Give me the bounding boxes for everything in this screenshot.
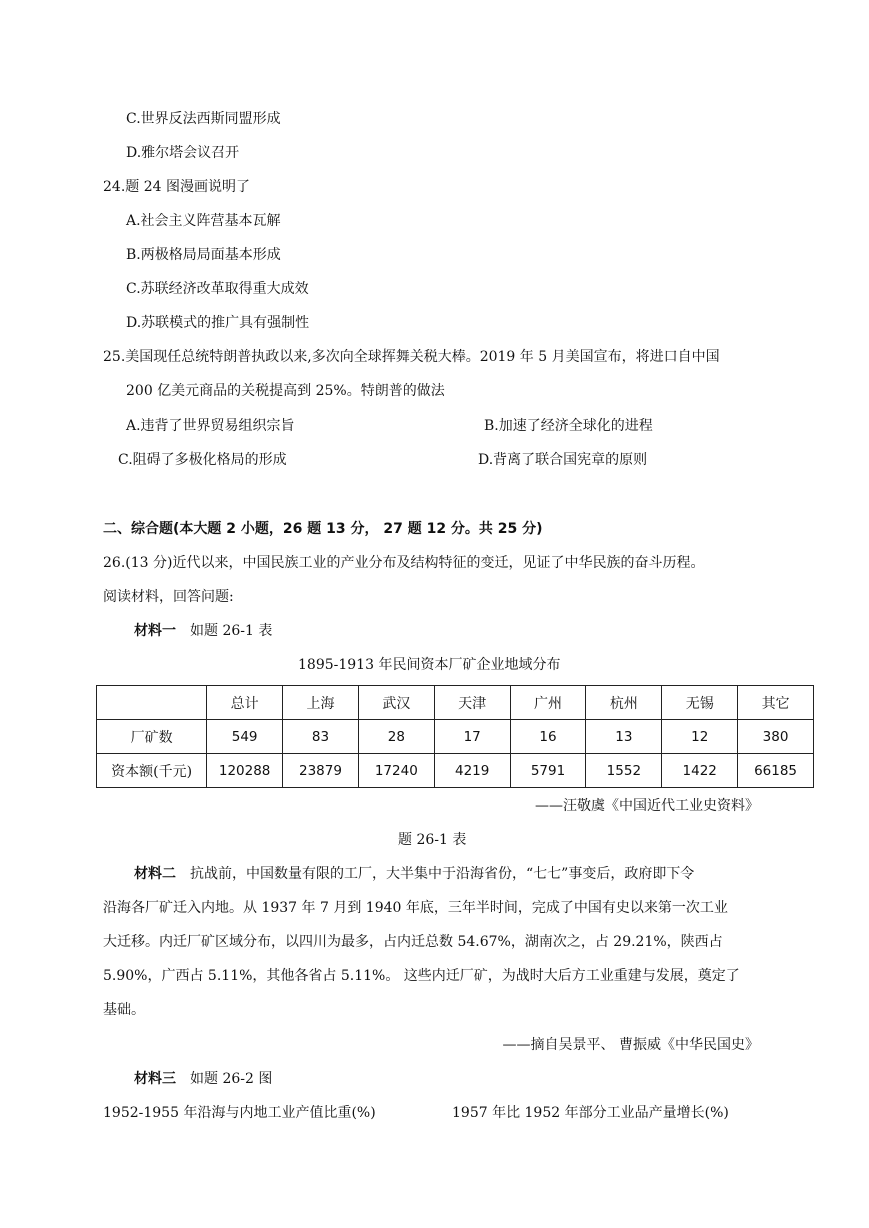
- material2-line5: 基础。: [103, 1002, 145, 1018]
- q25-option-b: B.加速了经济全球化的进程: [484, 418, 653, 434]
- table-cell: 16: [510, 720, 586, 754]
- table-source: ——汪敬虞《中国近代工业史资料》: [535, 798, 759, 814]
- material1-heading: [134, 621, 272, 641]
- table-cell: 1422: [662, 754, 738, 788]
- material1-label: 材料一: [134, 623, 176, 639]
- q26-stem-line2: 阅读材料，回答问题:: [103, 589, 234, 605]
- material3-heading: [134, 1069, 272, 1089]
- table-header-cell: 武汉: [358, 686, 434, 720]
- chart2-title: 1957 年比 1952 年部分工业品产量增长(%): [452, 1105, 729, 1121]
- material2-label: 材料二: [134, 866, 176, 882]
- table-row: [97, 720, 814, 754]
- table-cell: 83: [283, 720, 359, 754]
- table-cell: 23879: [283, 754, 359, 788]
- q23-option-c: C.世界反法西斯同盟形成: [126, 111, 281, 127]
- q25-option-c: C.阻碍了多极化格局的形成: [118, 452, 287, 468]
- q25-option-a: A.违背了世界贸易组织宗旨: [126, 418, 295, 434]
- material1-ref: 如题 26-1 表: [190, 623, 273, 639]
- table-cell: 1552: [586, 754, 662, 788]
- table-cell: 120288: [207, 754, 283, 788]
- material2-text: 抗战前，中国数量有限的工厂，大半集中于沿海省份，“七七”事变后，政府即下令: [190, 866, 695, 882]
- table-header-cell: 无锡: [662, 686, 738, 720]
- table-title: 1895-1913 年民间资本厂矿企业地域分布: [298, 657, 561, 673]
- table-cell: 4219: [434, 754, 510, 788]
- table-cell: 28: [358, 720, 434, 754]
- table-header-row: [97, 686, 814, 720]
- material2-line2: 沿海各厂矿迁入内地。从 1937 年 7 月到 1940 年底，三年半时间，完成了中国有史以来第一次工业: [103, 900, 728, 916]
- material3-ref: 如题 26-2 图: [190, 1071, 273, 1087]
- table-header-cell: 总计: [207, 686, 283, 720]
- q24-option-b: B.两极格局局面基本形成: [126, 247, 281, 263]
- section2-heading: 二、综合题(本大题 2 小题，26 题 13 分， 27 题 12 分。共 25 分): [103, 521, 543, 537]
- q24-option-a: A.社会主义阵营基本瓦解: [126, 213, 281, 229]
- table-header-cell: 其它: [738, 686, 814, 720]
- table-header-cell: 上海: [283, 686, 359, 720]
- table-cell: 5791: [510, 754, 586, 788]
- q25-option-d: D.背离了联合国宪章的原则: [478, 452, 648, 468]
- table-row-label: 资本额(千元): [97, 754, 207, 788]
- table-caption: 题 26-1 表: [398, 832, 467, 848]
- table-cell: 380: [738, 720, 814, 754]
- material2-line4: 5.90%，广西占 5.11%，其他各省占 5.11%。 这些内迁厂矿，为战时大后方工业重建与发展，奠定了: [103, 968, 740, 984]
- table-cell: 66185: [738, 754, 814, 788]
- material2-line1: [134, 864, 694, 884]
- material3-label: 材料三: [134, 1071, 176, 1087]
- table-cell: 12: [662, 720, 738, 754]
- table-row: [97, 754, 814, 788]
- material2-source: ——摘自吴景平、 曹振威《中华民国史》: [502, 1037, 759, 1053]
- table-row-label: 厂矿数: [97, 720, 207, 754]
- table-header-cell: 天津: [434, 686, 510, 720]
- table-cell: 17: [434, 720, 510, 754]
- chart1-title: 1952-1955 年沿海与内地工业产值比重(%): [103, 1105, 376, 1121]
- q25-stem-line1: 25.美国现任总统特朗普执政以来,多次向全球挥舞关税大棒。2019 年 5 月美国宣布，将进口自中国: [103, 349, 720, 365]
- table-header-cell: 杭州: [586, 686, 662, 720]
- table-header-cell: [97, 686, 207, 720]
- table-cell: 17240: [358, 754, 434, 788]
- table-cell: 13: [586, 720, 662, 754]
- table-header-cell: 广州: [510, 686, 586, 720]
- q24-option-d: D.苏联模式的推广具有强制性: [126, 315, 310, 331]
- table-cell: 549: [207, 720, 283, 754]
- material2-line3: 大迁移。内迁厂矿区域分布，以四川为最多，占内迁总数 54.67%，湖南次之，占 29.21%，陕西占: [103, 934, 723, 950]
- q23-option-d: D.雅尔塔会议召开: [126, 145, 240, 161]
- q24-stem: 24.题 24 图漫画说明了: [103, 179, 250, 195]
- q24-option-c: C.苏联经济改革取得重大成效: [126, 281, 309, 297]
- q25-stem-line2: 200 亿美元商品的关税提高到 25%。特朗普的做法: [126, 383, 445, 399]
- q26-stem-line1: 26.(13 分)近代以来，中国民族工业的产业分布及结构特征的变迁，见证了中华民族的奋斗历程。: [103, 555, 705, 571]
- data-table: [96, 685, 814, 788]
